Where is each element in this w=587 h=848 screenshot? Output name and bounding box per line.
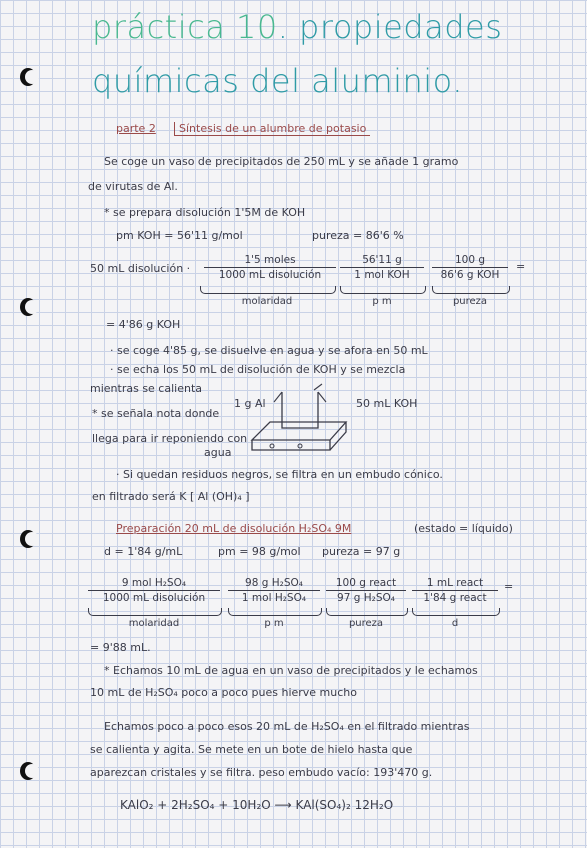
part-label: parte 2 bbox=[116, 122, 156, 135]
brace bbox=[228, 608, 322, 616]
step-add-3: aparezcan cristales y se filtra. peso embudo vacío: 193'470 g. bbox=[90, 766, 433, 779]
binder-hole bbox=[20, 762, 36, 780]
step-5: llega para ir reponiendo con bbox=[92, 432, 248, 445]
fraction-numerator: 100 g react bbox=[326, 577, 406, 591]
step-add-1: Echamos poco a poco esos 20 mL de H₂SO₄ en el filtrado mientras bbox=[104, 720, 470, 733]
fraction-denominator: 1 mol KOH bbox=[354, 269, 410, 281]
brace-label-pureza: pureza bbox=[452, 296, 488, 307]
fraction-denominator: 1000 mL disolución bbox=[218, 269, 322, 281]
binder-hole bbox=[20, 298, 36, 316]
fraction-numerator: 98 g H₂SO₄ bbox=[228, 577, 320, 591]
title-topic-a: . propiedades bbox=[277, 8, 503, 46]
intro-line-3: * se prepara disolución 1'5M de KOH bbox=[104, 206, 306, 219]
brace-label-pm: p m bbox=[372, 296, 392, 307]
brace-label-molaridad-2: molaridad bbox=[128, 618, 180, 629]
brace-label-pm-2: p m bbox=[264, 618, 284, 629]
pureza-koh: pureza = 86'6 % bbox=[312, 229, 404, 242]
brace bbox=[200, 286, 336, 294]
fraction-molarity-2 bbox=[88, 577, 220, 604]
reaction-equation: KAlO₂ + 2H₂SO₄ + 10H₂O ⟶ KAl(SO₄)₂ 12H₂O bbox=[120, 798, 394, 812]
brace bbox=[432, 286, 510, 294]
fraction-pm-2 bbox=[228, 577, 320, 604]
brace-label-d-2: d bbox=[451, 618, 459, 629]
intro-line-2: de virutas de Al. bbox=[88, 180, 178, 193]
equals-sign: = bbox=[516, 260, 526, 273]
fraction-purity-2 bbox=[326, 577, 406, 604]
title-practice: práctica 10 bbox=[92, 8, 278, 46]
prep-note: (estado = líquido) bbox=[414, 522, 513, 535]
step-4: * se señala nota donde bbox=[92, 407, 220, 420]
fraction-numerator: 100 g bbox=[432, 254, 508, 268]
label-koh: 50 mL KOH bbox=[356, 397, 418, 410]
pm-koh: pm KOH = 56'11 g/mol bbox=[116, 229, 243, 242]
part-heading: Síntesis de un alumbre de potasio bbox=[174, 122, 370, 136]
fraction-denominator: 97 g H₂SO₄ bbox=[337, 592, 395, 604]
fraction-pm bbox=[340, 254, 424, 281]
binder-hole bbox=[20, 530, 36, 548]
fraction-numerator: 56'11 g bbox=[340, 254, 424, 268]
brace-label-pureza-2: pureza bbox=[348, 618, 384, 629]
brace bbox=[412, 608, 500, 616]
calc1-lead: 50 mL disolución · bbox=[90, 262, 191, 275]
fraction-denominator: 1 mol H₂SO₄ bbox=[241, 592, 307, 604]
fraction-density-2 bbox=[412, 577, 498, 604]
density: d = 1'84 g/mL bbox=[104, 545, 183, 558]
calc1-result: = 4'86 g KOH bbox=[106, 318, 181, 331]
step-3: mientras se calienta bbox=[90, 382, 203, 395]
fraction-denominator: 86'6 g KOH bbox=[440, 269, 500, 281]
step-6: agua bbox=[204, 446, 232, 459]
fraction-numerator: 9 mol H₂SO₄ bbox=[88, 577, 220, 591]
brace-label-molaridad: molaridad bbox=[241, 296, 293, 307]
step-1: · se coge 4'85 g, se disuelve en agua y se afora en 50 mL bbox=[110, 344, 428, 357]
step-filtrate: en filtrado será K [ Al (OH)₄ ] bbox=[92, 490, 250, 503]
equals-sign-2: = bbox=[504, 580, 514, 593]
brace bbox=[88, 608, 222, 616]
fraction-purity bbox=[432, 254, 508, 281]
step-add-2: se calienta y agita. Se mete en un bote de hielo hasta que bbox=[90, 743, 413, 756]
label-al: 1 g Al bbox=[234, 397, 266, 410]
brace bbox=[326, 608, 408, 616]
fraction-numerator: 1 mL react bbox=[412, 577, 498, 591]
page-title-line2: químicas del aluminio. bbox=[92, 62, 463, 100]
step-filter: · Si quedan residuos negros, se filtra en un embudo cónico. bbox=[116, 468, 443, 481]
fraction-denominator: 1'84 g react bbox=[423, 592, 487, 604]
intro-line-1: Se coge un vaso de precipitados de 250 mL y se añade 1 gramo bbox=[104, 155, 459, 168]
step-2: · se echa los 50 mL de disolución de KOH y se mezcla bbox=[110, 363, 406, 376]
pureza-h2so4: pureza = 97 g bbox=[322, 545, 401, 558]
step-dilute-1: * Echamos 10 mL de agua en un vaso de precipitados y le echamos bbox=[104, 664, 478, 677]
step-dilute-2: 10 mL de H₂SO₄ poco a poco pues hierve mucho bbox=[90, 686, 357, 699]
pm-h2so4: pm = 98 g/mol bbox=[218, 545, 301, 558]
prep-heading: Preparación 20 mL de disolución H₂SO₄ 9M bbox=[116, 522, 352, 535]
beaker-hotplate-drawing bbox=[250, 378, 360, 458]
fraction-molarity bbox=[204, 254, 336, 281]
binder-hole bbox=[20, 68, 36, 86]
brace bbox=[340, 286, 426, 294]
page-title-line1 bbox=[92, 8, 502, 46]
fraction-denominator: 1000 mL disolución bbox=[102, 592, 206, 604]
fraction-numerator: 1'5 moles bbox=[204, 254, 336, 268]
calc2-result: = 9'88 mL. bbox=[90, 641, 151, 654]
